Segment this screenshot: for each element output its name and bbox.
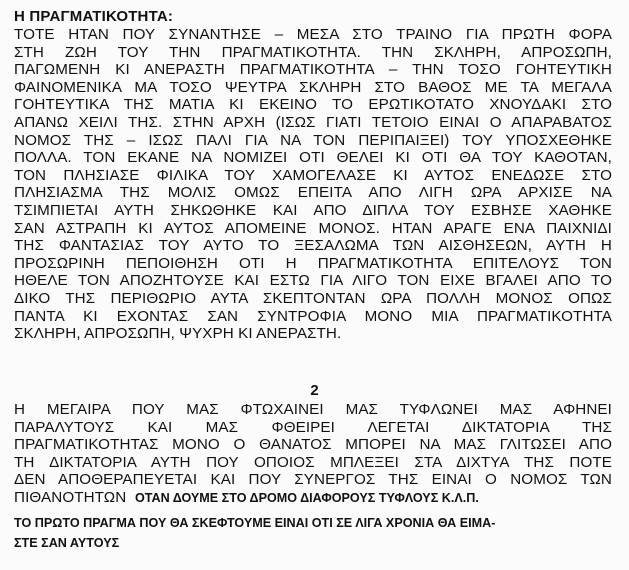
closing-paragraph [14,513,606,553]
text-line: ΔΙΚΟ ΤΗΣ ΠΕΡΙΘΩΡΙΟ ΑΥΤΑ ΣΚΕΠΤΟΝΤΑΝ ΩΡΑ ΠΟΛΛΗ ΜΟΝΟΣ ΟΠΩΣ [14,289,612,307]
text-line: ΗΘΕΛΕ ΤΟΝ ΑΠΟΖΗΤΟΥΣΕ ΚΑΙ ΕΣΤΩ ΓΙΑ ΛΙΓΟ ΤΟΝ ΕΙΧΕ ΒΓΑΛΕΙ ΑΠΟ ΤΟ [14,272,612,290]
text-line: ΤΟΝ ΠΛΗΣΙΑΣΕ ΦΙΛΙΚΑ ΤΟΥ ΧΑΜΟΓΕΛΑΣΕ ΚΙ ΑΥΤΟΣ ΕΝΕΔΩΣΕ ΣΤΟ [14,166,612,184]
text-line: ΠΡΑΓΜΑΤΙΚΟΤΗΤΑΣ ΜΟΝΟ Ο ΘΑΝΑΤΟΣ ΜΠΟΡΕΙ ΝΑ ΜΑΣ ΓΛΙΤΩΣΕΙ ΑΠΟ [14,436,612,454]
text-line: ΠΑΡΑΛΥΤΟΥΣ ΚΑΙ ΜΑΣ ΦΘΕΙΡΕΙ ΛΕΓΕΤΑΙ ΔΙΚΤΑΤΟΡΙΑ ΤΗΣ [14,418,612,436]
text-line: ΣΑΝ ΑΣΤΡΑΠΗ ΚΙ ΑΥΤΟΣ ΑΠΟΜΕΙΝΕ ΜΟΝΟΣ. ΗΤΑΝ ΑΡΑΓΕ ΕΝΑ ΠΑΙΧΝΙΔΙ [14,219,612,237]
text-line: ΤΟΤΕ ΗΤΑΝ ΠΟΥ ΣΥΝΑΝΤΗΣΕ – ΜΕΣΑ ΣΤΟ ΤΡΑΙΝΟ ΓΙΑ ΠΡΩΤΗ ΦΟΡΑ [14,26,612,43]
paragraph-reality [14,26,612,343]
text-line-mixed [14,489,612,508]
text-line: ΤΗΣ ΦΑΝΤΑΣΙΑΣ ΤΟΥ ΑΥΤΟ ΤΟ ΞΕΣΑΛΩΜΑ ΤΩΝ ΑΙΣΘΗΣΕΩΝ, ΑΥΤΗ Η [14,237,612,255]
bold-line: ΤΟ ΠΡΩΤΟ ΠΡΑΓΜΑ ΠΟΥ ΘΑ ΣΚΕΦΤΟΥΜΕ ΕΙΝΑΙ ΟΤΙ ΣΕ ΛΙΓΑ ΧΡΟΝΙΑ ΘΑ ΕΙΜΑ- [14,516,496,530]
text-line: ΑΠΑΝΩ ΧΕΙΛΙ ΤΗΣ. ΣΤΗΝ ΑΡΧΗ (ΙΣΩΣ ΓΙΑΤΙ ΤΕΤΟΙΟ ΕΙΝΑΙ Ο ΑΠΑΡΑΒΑΤΟΣ [14,113,612,131]
text-line: ΦΑΙΝΟΜΕΝΙΚΑ ΜΑ ΤΟΣΟ ΨΕΥΤΡΑ ΣΚΛΗΡΗ ΣΤΟ ΒΑΘΟΣ ΜΕ ΤΑ ΜΕΓΑΛΑ [14,78,612,96]
text-line: Η ΜΕΓΑΙΡΑ ΠΟΥ ΜΑΣ ΦΤΩΧΑΙΝΕΙ ΜΑΣ ΤΥΦΛΩΝΕΙ ΜΑΣ ΑΦΗΝΕΙ [14,401,612,418]
text-line: ΝΟΜΟΣ ΤΗΣ – ΙΣΩΣ ΠΑΛΙ ΓΙΑ ΝΑ ΤΟΝ ΠΕΡΙΠΑΙΞΕΙ) ΤΟΥ ΥΠΟΣΧΕΘΗΚΕ [14,131,612,149]
text-line: ΣΤΗ ΖΩΗ ΤΟΥ ΤΗΝ ΠΡΑΓΜΑΤΙΚΟΤΗΤΑ. ΤΗΝ ΣΚΛΗΡΗ, ΑΠΡΟΣΩΠΗ, [14,43,612,61]
text-line: ΓΟΗΤΕΥΤΙΚΑ ΤΗΣ ΜΑΤΙΑ ΚΙ ΕΚΕΙΝΟ ΤΟ ΕΡΩΤΙΚΟΤΑΤΟ ΧΝΟΥΔΑΚΙ ΣΤΟ [14,96,612,114]
text-fragment: ΠΙΘΑΝΟΤΗΤΩΝ [14,488,127,506]
text-line: ΠΑΝΤΑ ΚΙ ΕΧΟΝΤΑΣ ΣΑΝ ΣΥΝΤΡΟΦΙΑ ΜΟΝΟ ΜΙΑ ΠΡΑΓΜΑΤΙΚΟΤΗΤΑ [14,307,612,325]
section-number: 2 [310,382,319,399]
paragraph-dictatorship [14,401,612,508]
text-line: ΠΑΓΩΜΕΝΗ ΚΙ ΑΝΕΡΑΣΤΗ ΠΡΑΓΜΑΤΙΚΟΤΗΤΑ – ΤΗΝ ΤΟΣΟ ΓΟΗΤΕΥΤΙΚΗ [14,61,612,79]
text-line: ΔΕΝ ΑΠΟΘΕΡΑΠΕΥΕΤΑΙ ΚΑΙ ΠΟΥ ΣΥΝΕΡΓΟΣ ΤΗΣ ΕΙΝΑΙ Ο ΝΟΜΟΣ ΤΩΝ [14,471,612,489]
text-line: ΣΚΛΗΡΗ, ΑΠΡΟΣΩΠΗ, ΨΥΧΡΗ ΚΙ ΑΝΕΡΑΣΤΗ. [14,325,342,343]
text-line: ΠΡΟΣΩΡΙΝΗ ΠΕΠΟΙΘΗΣΗ ΟΤΙ Η ΠΡΑΓΜΑΤΙΚΟΤΗΤΑ ΕΠΙΤΕΛΟΥΣ ΤΟΝ [14,254,612,272]
text-line: ΤΣΙΜΠΙΕΤΑΙ ΑΥΤΗ ΣΗΚΩΘΗΚΕ ΚΑΙ ΑΠΟ ΔΙΠΛΑ ΤΟΥ ΕΣΒΗΣΕ ΧΑΘΗΚΕ [14,201,612,219]
text-line: ΤΗ ΔΙΚΤΑΤΟΡΙΑ ΑΥΤΗ ΠΟΥ ΟΠΟΙΟΣ ΜΠΛΕΞΕΙ ΣΤΑ ΔΙΧΤΥΑ ΤΗΣ ΠΟΤΕ [14,453,612,471]
bold-fragment: ΟΤΑΝ ΔΟΥΜΕ ΣΤΟ ΔΡΟΜΟ ΔΙΑΦΟΡΟΥΣ ΤΥΦΛΟΥΣ Κ.Λ.Π. [134,490,479,505]
text-line: ΠΛΗΣΙΑΣΜΑ ΤΗΣ ΜΟΛΙΣ ΟΜΩΣ ΕΠΕΙΤΑ ΑΠΟ ΛΙΓΗ ΩΡΑ ΑΡΧΙΣΕ ΝΑ [14,184,612,202]
text-line: ΠΟΛΛΑ. ΤΟΝ ΕΚΑΝΕ ΝΑ ΝΟΜΙΖΕΙ ΟΤΙ ΘΕΛΕΙ ΚΙ ΟΤΙ ΘΑ ΤΟΥ ΚΑΘΟΤΑΝ, [14,149,612,167]
document-title: Η ΠΡΑΓΜΑΤΙΚΟΤΗΤΑ: [14,8,174,25]
bold-line: ΣΤΕ ΣΑΝ ΑΥΤΟΥΣ [14,536,120,550]
